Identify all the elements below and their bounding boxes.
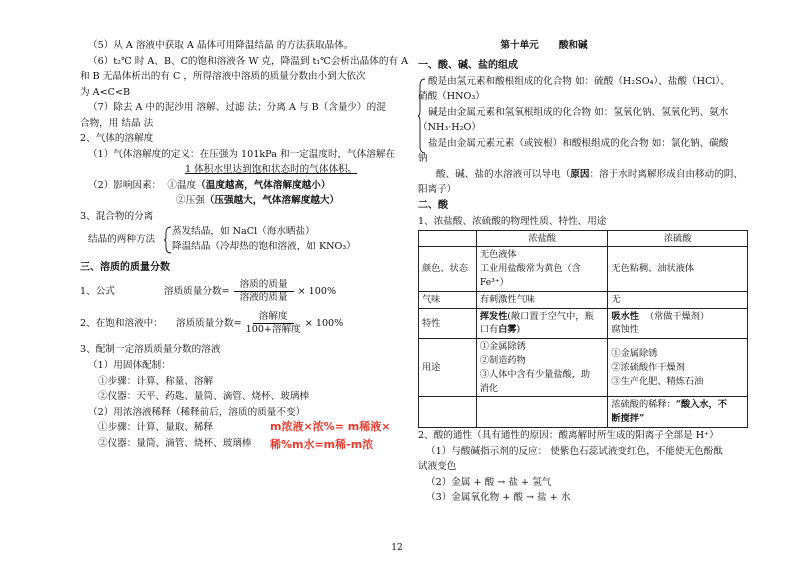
table-row <box>419 339 748 397</box>
table-row <box>419 247 748 291</box>
table-cell: 挥发性(敞口置于空气中，瓶 口有白雾) <box>476 308 608 339</box>
prepare-solid-steps: ①步骤：计算、称量、溶解 <box>98 375 214 387</box>
crystal-method-line: （5）从 A 溶液中获取 A 晶体可用降温结晶 的方法获取晶体。 <box>88 40 354 51</box>
table-row <box>419 397 748 428</box>
cooling-line-2: 和 B 无晶体析出的有 C ，所得溶液中溶质的质量分数由小到大依次 <box>80 71 366 83</box>
gas-solubility-heading: 2、气体的溶解度 <box>80 133 154 145</box>
section-one-heading: 一、酸、碱、盐的组成 <box>418 59 518 71</box>
row-label: 特性 <box>419 308 477 339</box>
salt-definition: 盐是由金属元素元素（或铵根）和酸根组成的化合物 如：氯化钠、碳酸 <box>428 137 729 149</box>
cooling-line-3: 为 A<C<B <box>80 86 131 98</box>
table-header: 浓硫酸 <box>608 230 748 247</box>
row-label: 气味 <box>419 291 477 308</box>
table-row <box>419 291 748 308</box>
factor-temperature: （2）影响因素： ①温度（温度越高，气体溶解度越小） <box>88 179 331 191</box>
formula-1: 1、公式 溶质质量分数= $\frac{\text{溶质的质量}}{\text{溶液的质量}}$ × 100% <box>80 278 337 304</box>
table-cell: 浓硫酸的稀释：“酸入水，不 断搅拌” <box>608 397 748 428</box>
prepare-solid: （1）用固体配制： <box>88 359 171 371</box>
table-row <box>419 308 748 339</box>
indicator-reaction-1: （1）与酸碱指示剂的反应： 使紫色石蕊试液变红色，不能使无色酚酞 <box>426 445 723 457</box>
left-column <box>80 38 409 452</box>
metal-oxide-acid-reaction: （3）金属氧化物 + 酸 → 盐 + 水 <box>426 492 571 504</box>
gas-definition-line-2: 1 体积水里达到饱和状态时的气体体积。 <box>185 164 358 176</box>
prepare-dilute: （2）用浓溶液稀释（稀释前后，溶质的质量不变） <box>88 406 306 418</box>
prepare-dilute-steps: ①步骤：计算、量取、稀释 <box>98 422 214 434</box>
metal-acid-reaction: （2）金属 + 酸 → 盐 + 氢气 <box>426 476 552 488</box>
salt-definition-cont: 钠 <box>418 153 428 165</box>
prepare-heading: 3、配制一定溶质质量分数的溶液 <box>80 344 221 356</box>
acid-general-properties: 2、酸的通性（具有通性的原因：酸离解时所生成的阳离子全部是 H⁺） <box>418 430 719 442</box>
formula-2: 2、在饱和溶液中： 溶质质量分数= $\frac{\text{溶解度}}{\text{100+溶解度}}$ × 100% <box>80 310 344 335</box>
prepare-solid-instruments: ②仪器：天平、药匙、量筒、滴管、烧杯、玻璃棒 <box>98 391 310 403</box>
gas-definition-line-1: （1）气体溶解度的定义：在压强为 101kPa 和一定温度时，气体溶解在 <box>88 148 396 160</box>
left-brace-icon <box>418 78 426 154</box>
cooling-line-1: （6）t₂℃ 时 A、B、C的饱和溶液各 W 克，降温到 t₁℃会析出晶体的有 A <box>88 55 409 67</box>
table-cell: 无色粘稠、油状液体 <box>608 247 748 291</box>
conductivity-line-1: 酸、碱、盐的水溶液可以导电（原因：溶于水时离解形成自由移动的阴、 <box>436 168 743 180</box>
separation-block <box>80 224 402 256</box>
acid-properties-table <box>418 230 748 428</box>
table-cell <box>419 230 477 247</box>
factor-pressure: ②压强（压强越大，气体溶解度越大） <box>176 195 340 207</box>
dilute-block <box>80 420 402 451</box>
fraction: $\frac{\text{溶质的质量}}{\text{溶液的质量}}$ <box>234 279 294 305</box>
table-cell: 无 <box>608 291 748 308</box>
table-caption: 1、浓盐酸、浓硫酸的物理性质、特性、用途 <box>418 216 607 228</box>
left-brace-icon <box>164 226 172 254</box>
base-definition-cont: （NH₃·H₂O） <box>418 122 481 134</box>
section-two-heading: 二、酸 <box>418 199 448 211</box>
conductivity-line-2: 阳离子） <box>418 184 457 196</box>
table-cell: 无色液体 工业用盐酸常为黄色（含 Fe³⁺） <box>476 247 608 291</box>
right-column <box>418 38 750 506</box>
remove-sand-line-2: 合物，用 结晶 法 <box>80 117 154 129</box>
page-number: 12 <box>391 543 403 553</box>
dilution-formula: m浓液×浓%= m稀液×稀% <box>270 420 391 451</box>
table-cell: ①金属除锈 ②制造药物 ③人体中含有少量盐酸，助 消化 <box>476 339 608 397</box>
table-header-row <box>419 230 748 247</box>
remove-sand-line-1: （7）除去 A 中的泥沙用 溶解、过滤 法；分离 A 与 B（含量少）的混 <box>88 102 386 114</box>
table-cell <box>476 397 608 428</box>
section-three-heading: 三、溶质的质量分数 <box>80 262 170 274</box>
acid-definition-cont: 硝酸（HNO₃） <box>418 91 485 103</box>
water-mass-formula: m水=m稀-m浓 <box>292 438 374 452</box>
row-label: 用途 <box>419 339 477 397</box>
evaporation-method: 蒸发结晶，如 NaCl（海水晒盐） <box>172 226 315 238</box>
table-cell: ①金属除锈 ②浓硫酸作干燥剂 ③生产化肥、精炼石油 <box>608 339 748 397</box>
row-label: 颜色、状态 <box>419 247 477 291</box>
fraction: $\frac{\text{溶解度}}{\text{100+溶解度}}$ <box>245 310 301 335</box>
separation-label: 结晶的两种方法 <box>88 234 156 246</box>
acid-definition: 酸是由氢元素和酸根组成的化合物 如：硫酸（H₂SO₄）、盐酸（HCl）、 <box>428 75 730 87</box>
table-cell: 吸水性 （常做干燥剂） 腐蚀性 <box>608 308 748 339</box>
table-header: 浓盐酸 <box>476 230 608 247</box>
prepare-dilute-instruments: ②仪器：量筒、滴管、烧杯、玻璃棒 <box>98 437 252 449</box>
unit-title: 第十单元 酸和碱 <box>500 40 588 51</box>
indicator-reaction-2: 试液变色 <box>418 461 457 473</box>
table-cell: 有刺激性气味 <box>476 291 608 308</box>
base-definition: 碱是由金属元素和氢氧根组成的化合物 如：氢氧化钠、氢氧化钙、氨水 <box>428 106 729 118</box>
composition-block <box>418 74 750 167</box>
cooling-method: 降温结晶（冷却热的饱和溶液，如 KNO₃） <box>172 241 356 253</box>
table-cell <box>419 397 477 428</box>
separation-heading: 3、混合物的分离 <box>80 210 154 222</box>
